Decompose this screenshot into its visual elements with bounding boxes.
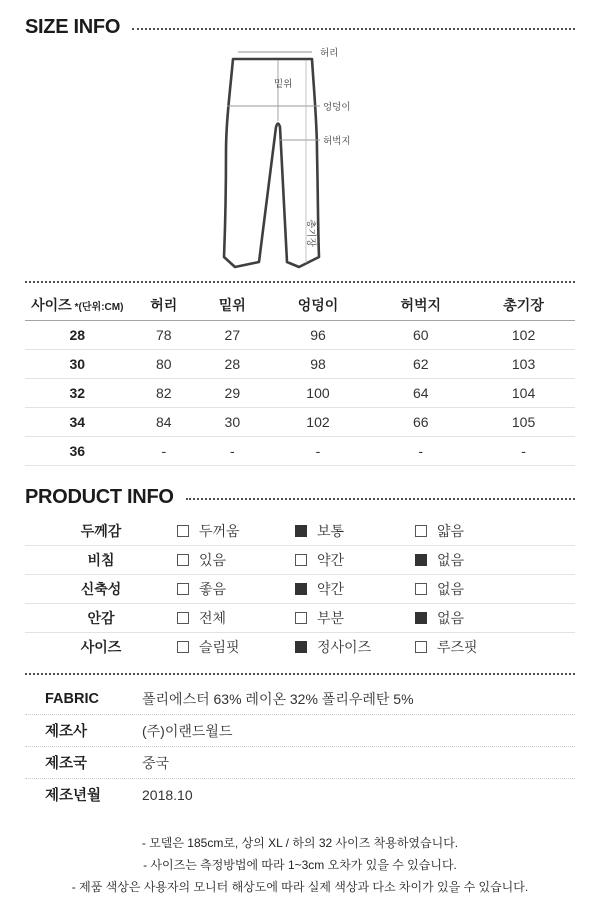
checkbox-icon	[415, 612, 427, 624]
attribute-row-thickness	[25, 517, 575, 546]
note-measure-tolerance: - 사이즈는 측정방법에 따라 1~3cm 오차가 있을 수 있습니다.	[143, 858, 457, 872]
option-label: 슬림핏	[199, 639, 240, 655]
attribute-label: 사이즈	[80, 639, 122, 655]
cell-value: 82	[130, 379, 199, 408]
cell-value: 102	[472, 321, 575, 350]
attribute-label: 비침	[87, 552, 115, 568]
checkbox-icon	[177, 583, 189, 595]
note-color-difference: - 제품 색상은 사용자의 모니터 해상도에 따라 실제 색상과 다소 차이가 있을 수 있습니다.	[71, 880, 529, 894]
option-label: 루즈핏	[437, 639, 478, 655]
cell-value: 84	[130, 408, 199, 437]
option-label: 얇음	[437, 523, 465, 539]
checkbox-icon	[415, 641, 427, 653]
attribute-option	[177, 579, 295, 599]
country-value: 중국	[142, 754, 170, 771]
attribute-label: 안감	[87, 610, 115, 626]
attribute-label: 두께감	[80, 523, 122, 539]
size-table-header	[25, 289, 575, 321]
table-row	[25, 437, 575, 466]
checkbox-icon	[177, 612, 189, 624]
cell-size: 28	[25, 321, 130, 350]
option-label: 정사이즈	[317, 639, 372, 655]
attribute-row-fit	[25, 633, 575, 661]
product-attributes-table	[25, 517, 575, 661]
option-label: 약간	[317, 552, 345, 568]
attribute-option	[415, 579, 575, 599]
manufacturer-value: (주)이랜드월드	[142, 722, 233, 739]
checkbox-icon	[415, 525, 427, 537]
checkbox-icon	[295, 612, 307, 624]
footer-notes	[25, 832, 575, 898]
size-table	[25, 289, 575, 466]
option-label: 전체	[199, 610, 227, 626]
cell-size: 30	[25, 350, 130, 379]
pants-measurement-diagram	[200, 47, 400, 275]
cell-value: 66	[369, 408, 472, 437]
attribute-option	[177, 521, 295, 541]
table-row	[25, 321, 575, 350]
fabric-label: FABRIC	[45, 690, 99, 707]
attribute-option	[295, 550, 415, 570]
table-row	[25, 408, 575, 437]
manufacture-date-value: 2018.10	[142, 786, 193, 803]
attribute-option	[295, 637, 415, 657]
hip-label: 엉덩이	[323, 102, 351, 113]
option-label: 부분	[317, 610, 345, 626]
attribute-option	[177, 637, 295, 657]
cell-size: 34	[25, 408, 130, 437]
option-label: 좋음	[199, 581, 227, 597]
option-label: 두꺼움	[199, 523, 240, 539]
option-label: 약간	[317, 581, 345, 597]
cell-value: 98	[267, 350, 370, 379]
size-info-header	[25, 16, 575, 39]
cell-value: 29	[198, 379, 267, 408]
option-label: 있음	[199, 552, 227, 568]
note-model: - 모델은 185cm로, 상의 XL / 하의 32 사이즈 착용하였습니다.	[141, 836, 459, 850]
attribute-option	[415, 637, 575, 657]
pants-outline	[224, 59, 319, 267]
col-header-thigh: 허벅지	[369, 289, 472, 321]
pants-diagram-svg	[200, 47, 400, 275]
attribute-row-sheerness	[25, 546, 575, 575]
manufacture-info-table	[25, 683, 575, 810]
table-row	[25, 379, 575, 408]
country-label: 제조국	[45, 756, 88, 772]
dotted-rule	[132, 28, 575, 30]
cell-value: 30	[198, 408, 267, 437]
attribute-option	[177, 608, 295, 628]
col-header-hip: 엉덩이	[267, 289, 370, 321]
cell-value: 62	[369, 350, 472, 379]
fabric-row	[25, 683, 575, 715]
cell-value: -	[198, 437, 267, 466]
cell-value: -	[267, 437, 370, 466]
checkbox-icon	[295, 554, 307, 566]
checkbox-icon	[295, 525, 307, 537]
cell-size: 36	[25, 437, 130, 466]
attribute-option	[415, 608, 575, 628]
size-info-title: SIZE INFO	[25, 16, 121, 38]
manufacturer-row	[25, 715, 575, 747]
cell-value: 27	[198, 321, 267, 350]
cell-value: 100	[267, 379, 370, 408]
size-col-title: 사이즈	[31, 296, 72, 313]
fabric-value: 폴리에스터 63% 레이온 32% 폴리우레탄 5%	[142, 690, 414, 707]
col-header-rise: 밑위	[198, 289, 267, 321]
section-divider	[25, 281, 575, 283]
cell-value: 96	[267, 321, 370, 350]
checkbox-icon	[177, 641, 189, 653]
cell-value: -	[130, 437, 199, 466]
option-label: 보통	[317, 523, 345, 539]
section-divider	[25, 673, 575, 675]
product-info-title: PRODUCT INFO	[25, 486, 174, 508]
manufacturer-label: 제조사	[45, 724, 88, 740]
col-header-waist: 허리	[130, 289, 199, 321]
cell-value: 80	[130, 350, 199, 379]
rise-label: 밑위	[274, 79, 293, 90]
col-header-length: 총기장	[472, 289, 575, 321]
option-label: 없음	[437, 552, 465, 568]
product-info-header	[25, 486, 575, 509]
option-label: 없음	[437, 581, 465, 597]
manufacture-date-row	[25, 779, 575, 810]
cell-value: 28	[198, 350, 267, 379]
attribute-option	[177, 550, 295, 570]
cell-value: -	[472, 437, 575, 466]
attribute-option	[295, 521, 415, 541]
checkbox-icon	[177, 554, 189, 566]
cell-value: 78	[130, 321, 199, 350]
attribute-row-stretch	[25, 575, 575, 604]
attribute-option	[415, 550, 575, 570]
attribute-option	[295, 608, 415, 628]
attribute-option	[415, 521, 575, 541]
cell-value: 64	[369, 379, 472, 408]
checkbox-icon	[295, 641, 307, 653]
cell-value: 60	[369, 321, 472, 350]
thigh-label: 허벅지	[323, 136, 351, 147]
checkbox-icon	[415, 583, 427, 595]
waist-label: 허리	[320, 48, 339, 59]
size-col-header	[25, 289, 130, 321]
manufacture-date-label: 제조년월	[45, 788, 102, 804]
dotted-rule	[186, 498, 575, 500]
attribute-row-lining	[25, 604, 575, 633]
checkbox-icon	[415, 554, 427, 566]
attribute-label: 신축성	[80, 581, 122, 597]
checkbox-icon	[177, 525, 189, 537]
cell-value: 105	[472, 408, 575, 437]
cell-size: 32	[25, 379, 130, 408]
unit-note: *(단위:CM)	[74, 301, 124, 313]
checkbox-icon	[295, 583, 307, 595]
country-row	[25, 747, 575, 779]
total-length-label: 총기장	[305, 219, 316, 247]
table-row	[25, 350, 575, 379]
option-label: 없음	[437, 610, 465, 626]
cell-value: 102	[267, 408, 370, 437]
attribute-option	[295, 579, 415, 599]
cell-value: 103	[472, 350, 575, 379]
cell-value: 104	[472, 379, 575, 408]
cell-value: -	[369, 437, 472, 466]
